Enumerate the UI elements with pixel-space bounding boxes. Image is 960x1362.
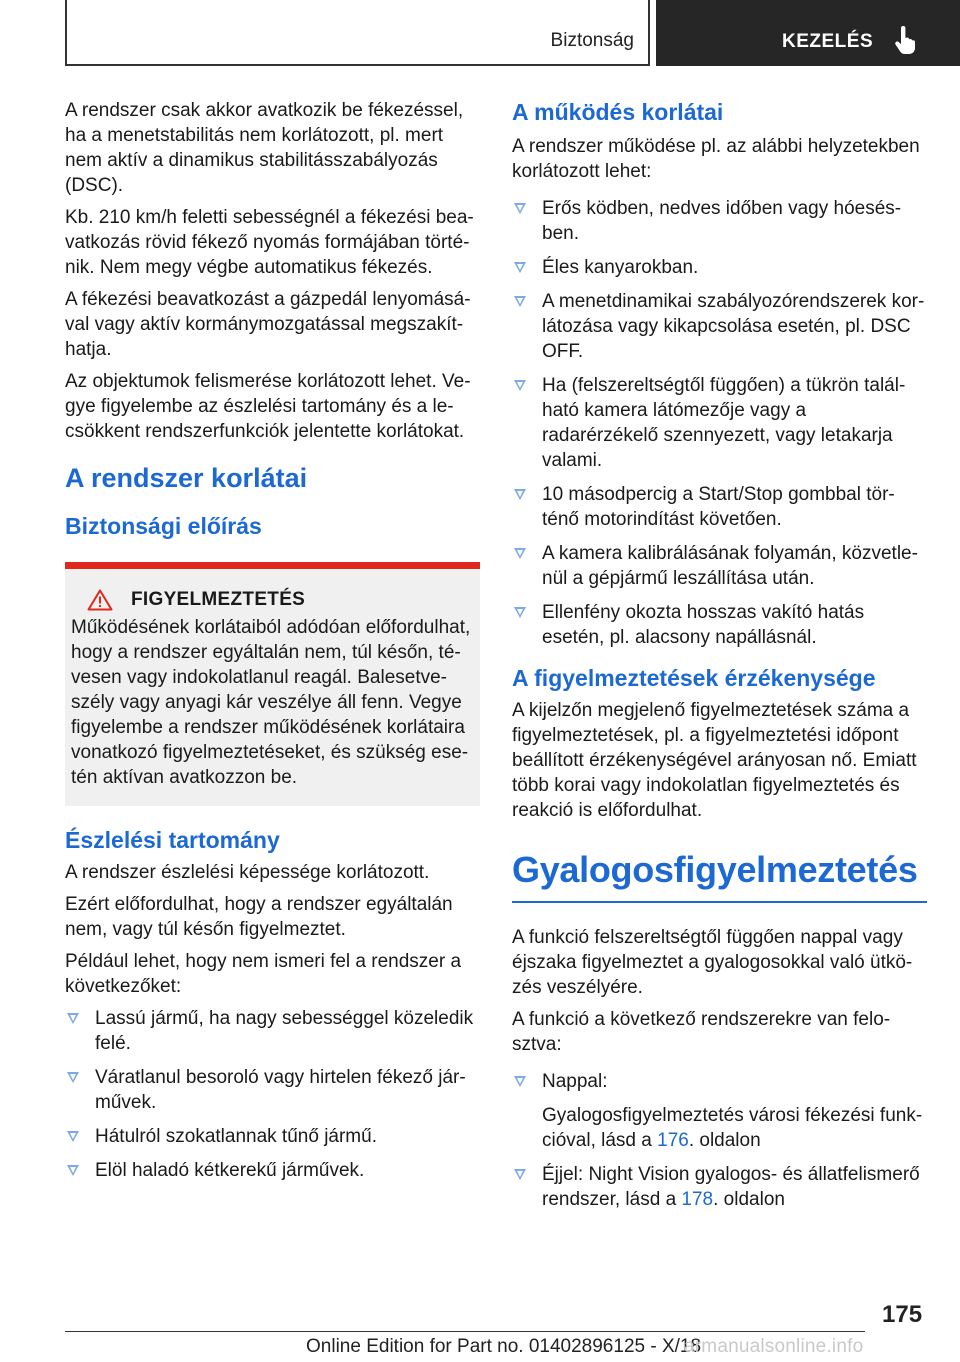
paragraph: A rendszer észlelési képessége korlátozott. bbox=[65, 862, 430, 883]
list-item: Erős ködben, nedves időben vagy hóesés-ben. bbox=[512, 196, 927, 246]
list-bullet-icon bbox=[514, 489, 526, 500]
paragraph: A kijelzőn megjelenő figyelmeztetések száma a figyelmeztetések, pl. a figyelmeztetési időpont beállított érzékenységével arányosan nő. Emiatt több korai vagy indokolatlan figyelmeztetés és reakció is előfordulhat. bbox=[512, 700, 917, 821]
page-header bbox=[0, 0, 960, 66]
right-column bbox=[512, 98, 927, 1221]
list-item: Ellenfény okozta hosszas vakító hatás esetén, pl. alacsony napállásnál. bbox=[512, 600, 927, 650]
list-item: Lassú jármű, ha nagy sebességgel közeledik felé. bbox=[65, 1006, 480, 1056]
paragraph: Kb. 210 km/h feletti sebességnél a fékezési bea-vatkozás rövid fékező nyomás formájában törté-nik. Nem megy végbe automatikus fékezés. bbox=[65, 207, 474, 278]
heading-pedestrian-warning: Gyalogosfigyelmeztetés bbox=[512, 847, 927, 903]
day-description: Gyalogosfigyelmeztetés városi fékezési funk-cióval, lásd a 176. oldalon bbox=[542, 1105, 923, 1151]
heading-safety-note: Biztonsági előírás bbox=[65, 513, 262, 539]
watermark: armanualsonline.info bbox=[684, 1336, 864, 1357]
footer-edition: Online Edition for Part no. 01402896125 - X/18 bbox=[306, 1336, 702, 1357]
list-bullet-icon bbox=[514, 1169, 526, 1180]
function-limits-list bbox=[512, 196, 927, 650]
list-item: Ha (felszereltségtől függően) a tükrön talál-ható kamera látómezője vagy a radarérzékelő szennyezett, vagy letakarja valami. bbox=[512, 373, 927, 473]
list-item: 10 másodpercig a Start/Stop gombbal tör-ténő motorindítást követően. bbox=[512, 482, 927, 532]
detection-list bbox=[65, 1006, 480, 1183]
paragraph: Például lehet, hogy nem ismeri fel a rendszer a következőket: bbox=[65, 951, 462, 997]
warning-text: Működésének korlátaiból adódóan előfordulhat, hogy a rendszer egyáltalán nem, túl későn, té-vesen vagy indokolatlanul reagál. Balesetve-szély vagy anyagi kár veszélye áll fenn. Vegye figyelembe a rendszer működésének korlátaira vonatkozó figyelmeztetéseket, és szükség ese-tén aktívan avatkozzon be. bbox=[71, 617, 471, 788]
header-chapter-label: KEZELÉS bbox=[782, 31, 874, 52]
heading-system-limits: A rendszer korlátai bbox=[65, 463, 308, 493]
paragraph: Ezért előfordulhat, hogy a rendszer egyáltalán nem, vagy túl későn figyelmeztet. bbox=[65, 894, 453, 940]
paragraph: A funkció a következő rendszerekre van felo-sztva: bbox=[512, 1009, 891, 1055]
warning-box bbox=[65, 562, 480, 806]
paragraph: A rendszer működése pl. az alábbi helyzetekben korlátozott lehet: bbox=[512, 136, 920, 182]
list-bullet-icon bbox=[514, 262, 526, 273]
pedestrian-systems-list bbox=[512, 1069, 927, 1212]
list-item: Váratlanul besoroló vagy hirtelen fékező jár-művek. bbox=[65, 1065, 480, 1115]
list-item: Elöl haladó kétkerekű járművek. bbox=[65, 1158, 480, 1183]
hand-pointer-icon bbox=[894, 26, 918, 56]
list-item: Éles kanyarokban. bbox=[512, 255, 927, 280]
header-section-box bbox=[65, 0, 650, 66]
left-column bbox=[65, 98, 480, 1192]
page-number: 175 bbox=[882, 1301, 923, 1328]
page-link-176[interactable]: 176 bbox=[657, 1130, 689, 1151]
heading-function-limits: A működés korlátai bbox=[512, 99, 724, 125]
list-bullet-icon bbox=[514, 203, 526, 214]
header-section-title: Biztonság bbox=[550, 30, 634, 51]
warning-triangle-icon bbox=[87, 589, 113, 611]
list-item: Hátulról szokatlannak tűnő jármű. bbox=[65, 1124, 480, 1149]
list-bullet-icon bbox=[514, 1076, 526, 1087]
list-bullet-icon bbox=[514, 296, 526, 307]
header-chapter-tab bbox=[656, 0, 960, 66]
footer-divider bbox=[65, 1331, 865, 1332]
warning-header bbox=[87, 589, 474, 611]
paragraph: A fékezési beavatkozást a gázpedál lenyomásá-val vagy aktív kormánymozgatással megszakít-hatja. bbox=[65, 289, 471, 360]
list-bullet-icon bbox=[514, 607, 526, 618]
list-bullet-icon bbox=[67, 1013, 79, 1024]
heading-warning-sensitivity: A figyelmeztetések érzékenysége bbox=[512, 665, 876, 691]
list-item: A menetdinamikai szabályozórendszerek kor-látozása vagy kikapcsolása esetén, pl. DSC OFF. bbox=[512, 289, 927, 364]
list-item: A kamera kalibrálásának folyamán, közvetle-nül a gépjármű leszállítása után. bbox=[512, 541, 927, 591]
list-item-day: Nappal: Gyalogosfigyelmeztetés városi fékezési funk-cióval, lásd a 176. oldalon bbox=[512, 1069, 927, 1153]
paragraph: A rendszer csak akkor avatkozik be fékezéssel, ha a menetstabilitás nem korlátozott, pl. mert nem aktív a dinamikus stabilitásszabályozás (DSC). bbox=[65, 100, 464, 196]
heading-detection-range: Észlelési tartomány bbox=[65, 827, 280, 853]
paragraph: A funkció felszereltségtől függően nappal vagy éjszaka figyelmeztet a gyalogosokkal való ütkö-zés veszélyére. bbox=[512, 927, 913, 998]
list-bullet-icon bbox=[514, 380, 526, 391]
list-item-night: Éjjel: Night Vision gyalogos- és állatfelismerő rendszer, lásd a 178. oldalon bbox=[512, 1162, 927, 1212]
list-bullet-icon bbox=[514, 548, 526, 559]
warning-title: FIGYELMEZTETÉS bbox=[131, 589, 306, 610]
list-bullet-icon bbox=[67, 1131, 79, 1142]
list-bullet-icon bbox=[67, 1165, 79, 1176]
paragraph: Az objektumok felismerése korlátozott lehet. Ve-gye figyelembe az észlelési tartomány és a le-csökkent rendszerfunkciók jelentette korlátokat. bbox=[65, 371, 471, 442]
list-bullet-icon bbox=[67, 1072, 79, 1083]
page-link-178[interactable]: 178 bbox=[681, 1189, 714, 1210]
